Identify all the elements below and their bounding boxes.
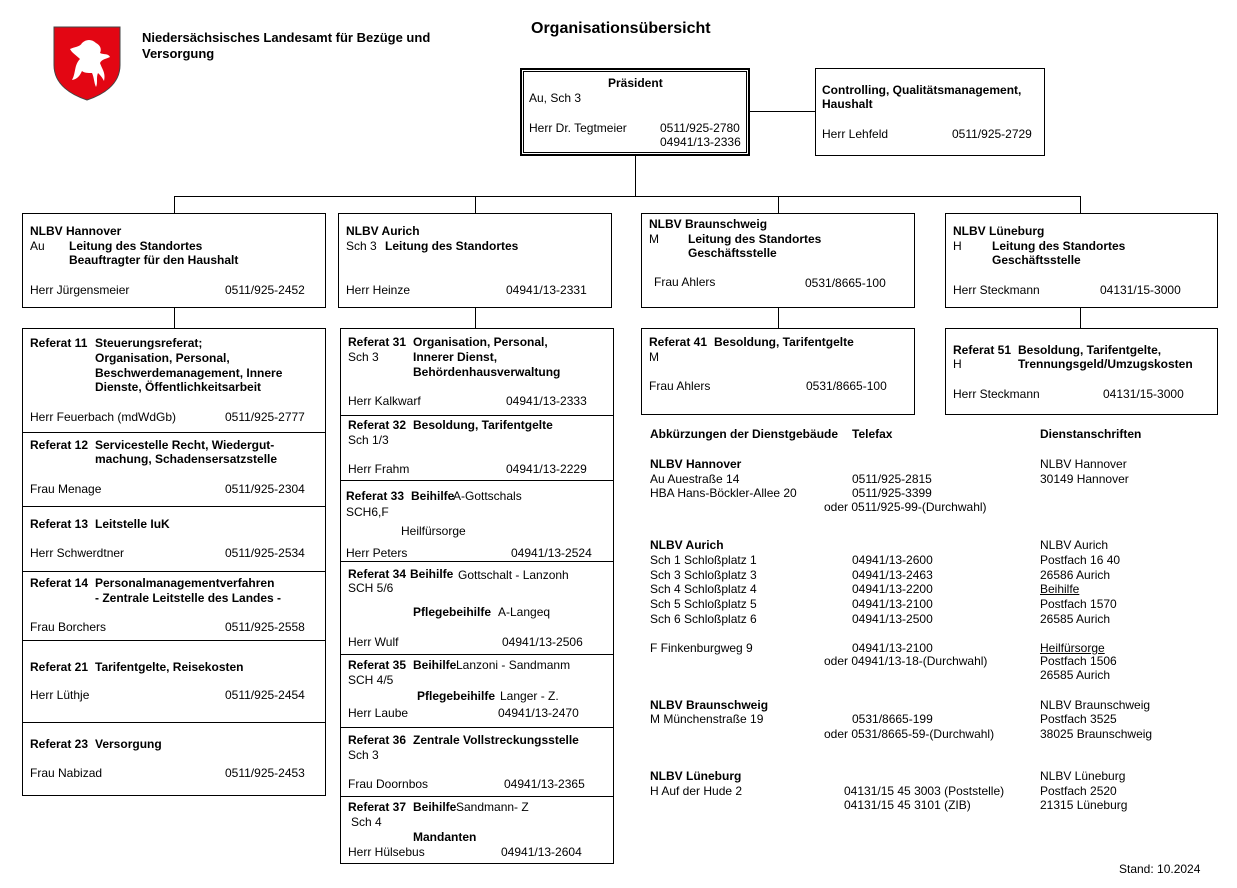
column-hannover-referate (22, 328, 326, 796)
legend-address: Postfach 1506 (1040, 654, 1117, 668)
referat-title: Personalmanagementverfahren (95, 576, 275, 590)
legend-fax: 04131/15 45 3003 (Poststelle) (844, 784, 1005, 798)
legend-fax: 04941/13-2463 (852, 568, 933, 582)
controlling-box (815, 68, 1045, 156)
referat-person: Herr Hülsebus (348, 845, 425, 859)
standort-hannover-box (22, 213, 326, 308)
controlling-title-line2: Haushalt (822, 97, 873, 111)
divider (341, 480, 613, 481)
connector (174, 196, 175, 214)
referat-title: Dienste, Öffentlichkeitsarbeit (95, 380, 262, 394)
standort-code: Sch 3 (346, 239, 377, 253)
referat-phone: 04941/13-2365 (504, 777, 585, 791)
referat-label: Referat 41 (649, 335, 708, 349)
standort-name: NLBV Hannover (30, 224, 122, 238)
referat-label: Referat 14 (30, 576, 89, 590)
referat-code: Sch 1/3 (348, 433, 389, 447)
referat-phone: 04941/13-2524 (511, 546, 592, 560)
connector (475, 196, 476, 214)
referat-title: Innerer Dienst, (413, 350, 498, 364)
referat-title: Besoldung, Tarifentgelte (413, 418, 553, 432)
legend-fax: 0511/925-3399 (852, 486, 932, 500)
standort-lueneburg-box (945, 213, 1218, 308)
legend-fax: 04941/13-2600 (852, 553, 933, 567)
standort-name: NLBV Braunschweig (649, 217, 768, 231)
referat-title: machung, Schadensersatzstelle (95, 452, 278, 466)
referat-code: Sch 4 (351, 815, 382, 829)
referat-code: Sch 3 (348, 748, 379, 762)
legend-heading-abbr: Abkürzungen der Dienstgebäude (650, 427, 839, 441)
legend-address: NLBV Lüneburg (1040, 769, 1126, 783)
legend-address: Postfach 3525 (1040, 712, 1117, 726)
referat-sub-rest: A-Langeq (498, 605, 551, 619)
divider (23, 640, 325, 641)
referat-title-rest: Gottschalt - Lanzonh (458, 568, 569, 582)
legend-address: 21315 Lüneburg (1040, 798, 1128, 812)
referat-title: Beihilfe (413, 800, 457, 814)
legend-site-name: NLBV Braunschweig (650, 698, 769, 712)
connector (1080, 196, 1081, 214)
referat-phone: 04941/13-2333 (506, 394, 587, 408)
legend-building: HBA Hans-Böckler-Allee 20 (650, 486, 797, 500)
referat-label: Referat 34 (348, 567, 407, 581)
referat-title: Beihilfe (410, 567, 454, 581)
referat-phone: 0511/925-2454 (225, 688, 305, 702)
standort-phone: 04941/13-2331 (506, 283, 587, 297)
praesident-person: Herr Dr. Tegtmeier (529, 121, 627, 135)
referat-title: Organisation, Personal, (95, 351, 230, 365)
referat-title-rest: A-Gottschals (453, 489, 522, 503)
divider (23, 506, 325, 507)
divider (341, 654, 613, 655)
referat-code: SCH6,F (346, 505, 389, 519)
referat-label: Referat 36 (348, 733, 407, 747)
referat-person: Herr Kalkwarf (348, 394, 421, 408)
referat-sub: Heilfürsorge (401, 524, 466, 538)
legend-fax: oder 04941/13-18-(Durchwahl) (824, 654, 988, 668)
standort-role-line2: Geschäftsstelle (992, 253, 1081, 267)
standort-phone: 04131/15-3000 (1100, 283, 1181, 297)
referat-code: SCH 4/5 (348, 673, 394, 687)
legend-address: Postfach 1570 (1040, 597, 1117, 611)
referat-phone: 04941/13-2229 (506, 462, 587, 476)
standort-role-line2: Beauftragter für den Haushalt (69, 253, 239, 267)
legend-address: Postfach 16 40 (1040, 553, 1121, 567)
standort-person: Herr Heinze (346, 283, 411, 297)
legend-heading-fax: Telefax (852, 427, 893, 441)
standort-role-line1: Leitung des Standortes (385, 239, 519, 253)
referat-phone: 04131/15-3000 (1103, 387, 1184, 401)
referat-title: - Zentrale Leitstelle des Landes - (95, 591, 282, 605)
standort-code: Au (30, 239, 45, 253)
referat-title: Beschwerdemanagement, Innere (95, 366, 283, 380)
praesident-phone1: 0511/925-2780 (660, 121, 740, 135)
legend-fax: 04941/13-2500 (852, 612, 933, 626)
connector (635, 155, 636, 197)
referat-title-rest: Lanzoni - Sandmanm (456, 658, 571, 672)
standort-role-line2: Geschäftsstelle (688, 246, 777, 260)
standort-aurich-box (338, 213, 612, 308)
standort-person: Herr Jürgensmeier (30, 283, 130, 297)
legend-fax: 04131/15 45 3101 (ZIB) (844, 798, 971, 812)
praesident-title: Präsident (608, 76, 663, 90)
legend-building: Sch 3 Schloßplatz 3 (650, 568, 757, 582)
standort-phone: 0511/925-2452 (225, 283, 305, 297)
referat-41-box (641, 328, 915, 415)
legend-address: 26586 Aurich (1040, 568, 1111, 582)
referat-person: Herr Lüthje (30, 688, 90, 702)
referat-title: Tarifentgelte, Reisekosten (95, 660, 244, 674)
referat-person: Herr Steckmann (953, 387, 1040, 401)
referat-sub: Mandanten (413, 830, 477, 844)
legend-heading-addr: Dienstanschriften (1040, 427, 1142, 441)
referat-sub-rest: Langer - Z. (500, 689, 559, 703)
referat-label: Referat 37 (348, 800, 407, 814)
referat-51-box (945, 328, 1218, 415)
legend-fax: 04941/13-2200 (852, 582, 933, 596)
legend-building: Sch 1 Schloßplatz 1 (650, 553, 757, 567)
legend-building: Au Auestraße 14 (650, 472, 740, 486)
stand-date: Stand: 10.2024 (1119, 862, 1201, 876)
standort-name: NLBV Aurich (346, 224, 420, 238)
connector (748, 111, 815, 112)
horse-crest-icon (52, 25, 122, 101)
connector (174, 308, 175, 329)
divider (341, 796, 613, 797)
referat-phone: 04941/13-2470 (498, 706, 579, 720)
referat-person: Frau Menage (30, 482, 102, 496)
coat-of-arms-logo (52, 25, 122, 101)
legend-fax: 0531/8665-199 (852, 712, 933, 726)
legend-fax: 04941/13-2100 (852, 597, 933, 611)
connector (174, 196, 1081, 197)
praesident-box (520, 68, 750, 156)
referat-person: Herr Frahm (348, 462, 410, 476)
standort-person: Frau Ahlers (654, 275, 716, 289)
legend-building: Sch 6 Schloßplatz 6 (650, 612, 757, 626)
referat-person: Frau Nabizad (30, 766, 103, 780)
connector (778, 196, 779, 214)
standort-role-line1: Leitung des Standortes (992, 239, 1126, 253)
referat-code: H (953, 357, 962, 371)
referat-phone: 0511/925-2304 (225, 482, 305, 496)
legend-fax: 04941/13-2100 (852, 641, 933, 655)
legend-address: 38025 Braunschweig (1040, 727, 1153, 741)
legend-site-name: NLBV Aurich (650, 538, 724, 552)
referat-title: Beihilfe (411, 489, 455, 503)
legend-address: NLBV Aurich (1040, 538, 1109, 552)
referat-code: SCH 5/6 (348, 581, 394, 595)
referat-title: Besoldung, Tarifentgelte (714, 335, 854, 349)
referat-code: M (649, 350, 659, 364)
referat-title: Behördenhausverwaltung (413, 365, 561, 379)
standort-phone: 0531/8665-100 (805, 276, 886, 290)
legend-building: F Finkenburgweg 9 (650, 641, 753, 655)
referat-person: Herr Feuerbach (mdWdGb) (30, 410, 177, 424)
referat-person: Herr Laube (348, 706, 409, 720)
referat-person: Frau Borchers (30, 620, 107, 634)
standort-role-line1: Leitung des Standortes (69, 239, 203, 253)
legend-address: 30149 Hannover (1040, 472, 1129, 486)
referat-label: Referat 35 (348, 658, 407, 672)
divider (341, 561, 613, 562)
referat-title: Steuerungsreferat; (95, 336, 203, 350)
legend-building: Sch 5 Schloßplatz 5 (650, 597, 757, 611)
connector (778, 308, 779, 329)
referat-sub: Pflegebeihilfe (413, 605, 492, 619)
standort-code: H (953, 239, 962, 253)
controlling-phone: 0511/925-2729 (952, 127, 1032, 141)
referat-title: Organisation, Personal, (413, 335, 548, 349)
legend-address: 26585 Aurich (1040, 668, 1111, 682)
legend-building: M Münchenstraße 19 (650, 712, 764, 726)
referat-phone: 0511/925-2534 (225, 546, 305, 560)
referat-title: Versorgung (95, 737, 162, 751)
referat-title: Leitstelle IuK (95, 517, 170, 531)
page-title: Organisationsübersicht (531, 20, 711, 37)
controlling-title-line1: Controlling, Qualitätsmanagement, (822, 83, 1022, 97)
referat-phone: 0531/8665-100 (806, 379, 887, 393)
legend-address-heading: Beihilfe (1040, 582, 1080, 596)
referat-person: Herr Wulf (348, 635, 399, 649)
referat-label: Referat 11 (30, 336, 88, 350)
standort-role-line1: Leitung des Standortes (688, 232, 822, 246)
divider (23, 571, 325, 572)
referat-title: Trennungsgeld/Umzugskosten (1018, 357, 1193, 371)
referat-title: Beihilfe (413, 658, 457, 672)
referat-person: Herr Peters (346, 546, 408, 560)
divider (341, 415, 613, 416)
legend-address: Postfach 2520 (1040, 784, 1117, 798)
referat-title: Zentrale Vollstreckungsstelle (413, 733, 579, 747)
column-aurich-referate (340, 328, 614, 864)
referat-label: Referat 21 (30, 660, 89, 674)
referat-title: Servicestelle Recht, Wiedergut- (95, 438, 275, 452)
org-name-line1: Niedersächsisches Landesamt für Bezüge und (142, 30, 431, 45)
divider (23, 432, 325, 433)
praesident-building: Au, Sch 3 (529, 91, 582, 105)
divider (23, 722, 325, 723)
referat-phone: 0511/925-2453 (225, 766, 305, 780)
connector (1080, 308, 1081, 329)
referat-label: Referat 13 (30, 517, 89, 531)
referat-phone: 0511/925-2558 (225, 620, 305, 634)
referat-title: Besoldung, Tarifentgelte, (1018, 343, 1162, 357)
legend-address: 26585 Aurich (1040, 612, 1111, 626)
standort-braunschweig-box (641, 213, 915, 308)
praesident-phone2: 04941/13-2336 (660, 135, 741, 149)
referat-sub: Pflegebeihilfe (417, 689, 496, 703)
legend-address-heading: Heilfürsorge (1040, 641, 1105, 655)
legend-address: NLBV Hannover (1040, 457, 1127, 471)
legend-building: Sch 4 Schloßplatz 4 (650, 582, 757, 596)
standort-name: NLBV Lüneburg (953, 224, 1045, 238)
legend-site-name: NLBV Lüneburg (650, 769, 742, 783)
controlling-person: Herr Lehfeld (822, 127, 889, 141)
referat-phone: 04941/13-2604 (501, 845, 582, 859)
referat-code: Sch 3 (348, 350, 379, 364)
referat-phone: 04941/13-2506 (502, 635, 583, 649)
legend-building: H Auf der Hude 2 (650, 784, 743, 798)
referat-label: Referat 33 (346, 489, 405, 503)
legend-fax: oder 0511/925-99-(Durchwahl) (824, 500, 987, 514)
referat-label: Referat 32 (348, 418, 407, 432)
divider (341, 727, 613, 728)
org-name-line2: Versorgung (142, 46, 215, 61)
legend-site-name: NLBV Hannover (650, 457, 742, 471)
referat-label: Referat 23 (30, 737, 89, 751)
referat-label: Referat 12 (30, 438, 89, 452)
standort-person: Herr Steckmann (953, 283, 1040, 297)
connector (475, 308, 476, 329)
standort-code: M (649, 232, 659, 246)
referat-person: Frau Doornbos (348, 777, 429, 791)
legend-address: NLBV Braunschweig (1040, 698, 1151, 712)
referat-title-rest: Sandmann- Z (456, 800, 529, 814)
referat-phone: 0511/925-2777 (225, 410, 305, 424)
legend-fax: 0511/925-2815 (852, 472, 932, 486)
referat-person: Herr Schwerdtner (30, 546, 125, 560)
referat-label: Referat 51 (953, 343, 1012, 357)
referat-label: Referat 31 (348, 335, 407, 349)
referat-person: Frau Ahlers (649, 379, 711, 393)
legend-fax: oder 0531/8665-59-(Durchwahl) (824, 727, 995, 741)
